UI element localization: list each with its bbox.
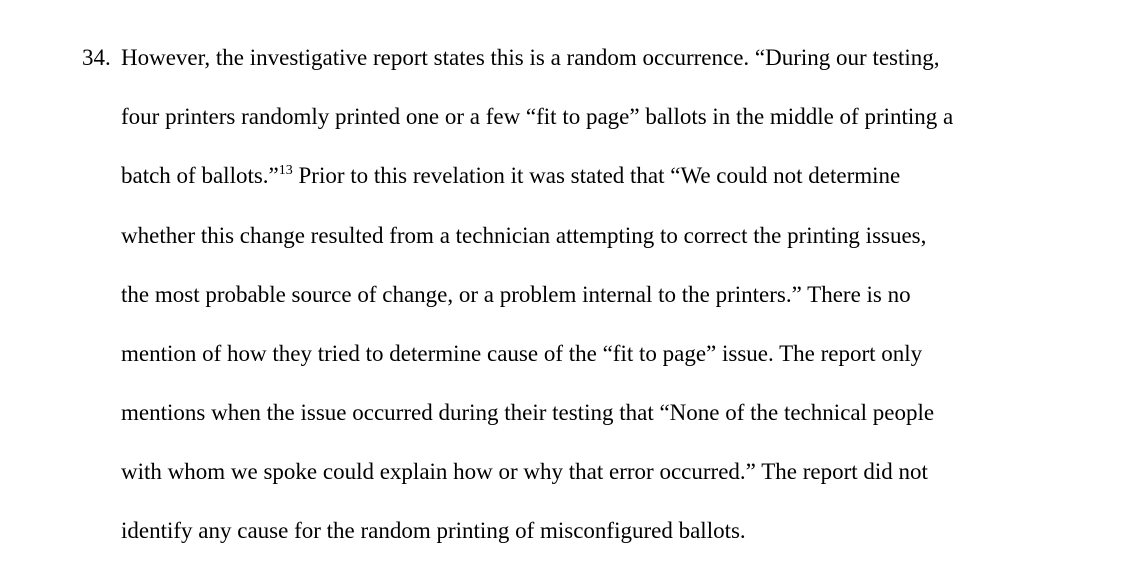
paragraph-line-8: with whom we spoke could explain how or why that error occurred.” The report did not: [121, 459, 928, 484]
paragraph-line-3-end: Prior to this revelation it was stated that “We could not determine: [292, 163, 901, 188]
paragraph-line-3: [121, 161, 900, 191]
paragraph-line-4: whether this change resulted from a technician attempting to correct the printing issues,: [121, 223, 927, 248]
paragraph-line-7: mentions when the issue occurred during their testing that “None of the technical people: [121, 400, 935, 425]
paragraph-line-2: four printers randomly printed one or a few “fit to page” ballots in the middle of printing a: [121, 104, 954, 129]
footnote-reference: 13: [278, 163, 293, 178]
paragraph-line-1: However, the investigative report states this is a random occurrence. “During our testing,: [121, 45, 940, 70]
paragraph-line-6: mention of how they tried to determine cause of the “fit to page” issue. The report only: [121, 341, 923, 366]
paragraph-line-3-start: batch of ballots.”: [121, 163, 279, 188]
paragraph-line-5: the most probable source of change, or a problem internal to the printers.” There is no: [121, 282, 911, 307]
paragraph-line-9: identify any cause for the random printing of misconfigured ballots.: [121, 518, 746, 543]
paragraph-number: 34.: [82, 45, 111, 70]
